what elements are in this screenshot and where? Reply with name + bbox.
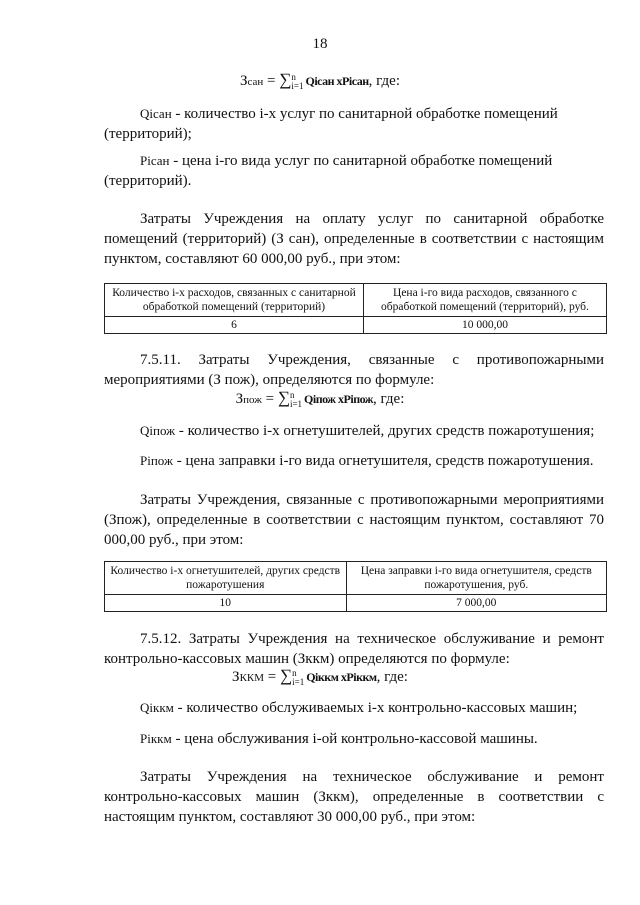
paragraph-7-5-11: 7.5.11. Затраты Учреждения, связанные с противопожарными мероприятиями (З пож), определяются по формуле: — [104, 352, 604, 388]
definition-text: - количество i-х услуг по санитарной обработке помещений (территорий); — [104, 106, 558, 142]
formula-p: P — [343, 392, 351, 406]
formula-sanitary: Зсан = ∑n i=1 Qiсан xPiсан, где: — [239, 70, 400, 91]
formula-lhs: З — [239, 73, 248, 89]
definition-text: - количество i-х огнетушителей, других средств пожаротушения; — [178, 423, 595, 439]
formula-p-sub: iккм — [353, 670, 377, 684]
sum-upper: n — [289, 389, 295, 400]
paragraph-fire-cost: Затраты Учреждения, связанные с противопожарными мероприятиями (Зпож), определенные в соответствии с настоящим пунктом, составляют 70 000,00 руб., при этом: — [104, 492, 604, 548]
definition-var: Piккм — [140, 731, 172, 746]
definition-q-kkm — [104, 698, 604, 718]
formula-q: Q — [306, 670, 316, 684]
formula-p: P — [346, 670, 354, 684]
formula-lhs: З — [232, 669, 240, 685]
sum-upper: n — [291, 71, 296, 82]
table-fire — [104, 561, 607, 612]
table-sanitary — [104, 283, 607, 334]
definition-p-kkm — [104, 729, 604, 749]
formula-q-sub: iсан x — [314, 74, 343, 88]
formula-lhs-sub: пож — [243, 394, 262, 406]
sum-symbol: ∑ — [280, 666, 293, 685]
paragraph-sanitary-cost: Затраты Учреждения на оплату услуг по санитарной обработке помещений (территорий) (З сан), определенные в соответствии с настоящим пунктом, составляют 60 000,00 руб., при этом: — [104, 211, 604, 267]
formula-tail: , где: — [368, 73, 400, 89]
table-cell: 10 000,00 — [363, 317, 606, 334]
formula-tail: , где: — [373, 391, 405, 407]
formula-q-sub: iпож x — [312, 392, 344, 406]
sum-lower: i=1 — [292, 676, 305, 687]
sum-upper: n — [292, 667, 297, 678]
table-header-cell: Количество i-х огнетушителей, других средств пожаротушения — [105, 562, 347, 595]
sum-lower: i=1 — [289, 398, 303, 409]
formula-p-sub: iпож — [350, 392, 374, 406]
page-number: 18 — [312, 36, 328, 52]
definition-var: Qiсан — [140, 106, 172, 121]
table-header-cell: Цена i-го вида расходов, связанного с обработкой помещений (территорий), руб. — [363, 284, 606, 317]
formula-fire: Зпож = ∑n i=1 Qiпож xPiпож, где: — [235, 388, 405, 409]
definition-text: - цена i-го вида услуг по санитарной обработке помещений (территорий). — [104, 153, 553, 189]
definition-var: Qiккм — [140, 700, 174, 715]
formula-tail: , где: — [376, 669, 408, 685]
sum-symbol: ∑ — [277, 388, 290, 407]
formula-q: Q — [304, 392, 313, 406]
formula-kkm: ЗККМ = ∑n i=1 Qiккм xPiккм, где: — [232, 666, 408, 687]
formula-q-sub: iккм x — [315, 670, 347, 684]
definition-var: Qiпож — [140, 423, 176, 438]
definition-p-san — [104, 151, 604, 191]
paragraph-kkm-cost: Затраты Учреждения на техническое обслуживание и ремонт контрольно-кассовых машин (Зккм), определенные в соответствии с настоящим пунктом, составляют 30 000,00 руб., при этом: — [104, 769, 604, 825]
definition-q-san — [104, 104, 604, 144]
sum-symbol: ∑ — [279, 70, 292, 89]
formula-p-sub: iсан — [348, 74, 369, 88]
definition-q-poz — [104, 421, 604, 441]
table-cell: 6 — [105, 317, 364, 334]
definition-text: - цена заправки i-го вида огнетушителя, средств пожаротушения. — [176, 453, 594, 469]
definition-var: Piсан — [140, 153, 170, 168]
table-cell: 7 000,00 — [346, 595, 606, 612]
formula-q: Q — [305, 74, 315, 88]
formula-lhs: З — [235, 391, 244, 407]
table-header-cell: Количество i-х расходов, связанных с санитарной обработкой помещений (территорий) — [105, 284, 364, 317]
formula-lhs-sub: сан — [247, 76, 264, 88]
sum-lower: i=1 — [291, 80, 304, 91]
definition-p-poz — [104, 451, 604, 471]
table-header-cell: Цена заправки i-го вида огнетушителя, средств пожаротушения, руб. — [346, 562, 606, 595]
paragraph-7-5-12: 7.5.12. Затраты Учреждения на техническое обслуживание и ремонт контрольно-кассовых машин (Зккм) определяются по формуле: — [104, 631, 604, 667]
formula-p: P — [342, 74, 349, 88]
definition-text: - цена обслуживания i-ой контрольно-кассовой машины. — [175, 731, 538, 747]
definition-var: Piпож — [140, 453, 173, 468]
table-cell: 10 — [105, 595, 347, 612]
definition-text: - количество обслуживаемых i-х контрольно-кассовых машин; — [177, 700, 578, 716]
formula-lhs-sub: ККМ — [239, 672, 265, 684]
